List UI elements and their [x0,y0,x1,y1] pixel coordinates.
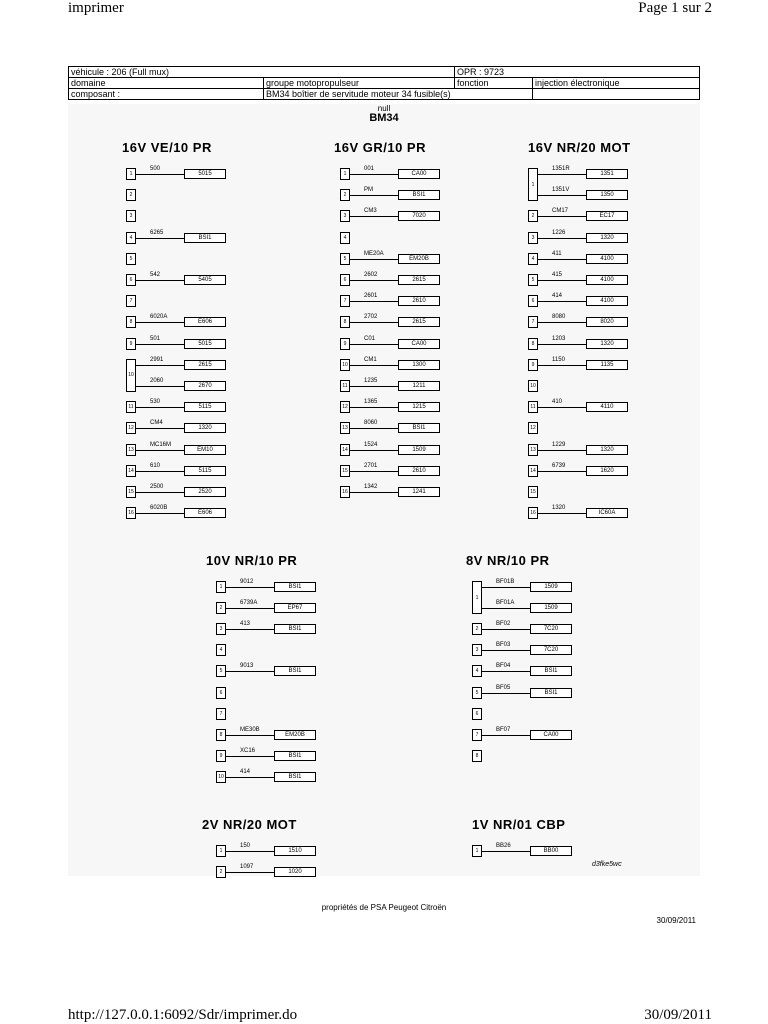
fuse-number: 4 [528,253,538,265]
wire-label: 410 [552,399,563,406]
info-composant-empty [533,89,700,100]
destination-connector: EM10 [184,445,226,455]
wire-line [136,407,184,408]
destination-connector: BSI1 [274,772,316,782]
info-fonction-value: injection électronique [533,78,700,89]
fuse-number: 13 [340,422,350,434]
wire-line [538,471,586,472]
wire-line [226,872,274,873]
page-indicator: Page 1 sur 2 [638,0,712,16]
wire-line [226,587,274,588]
wire-label: 9012 [240,579,254,585]
fuse-number: 6 [216,687,226,699]
wire-line [136,492,184,493]
destination-connector: 4110 [586,402,628,412]
fuse-number: 5 [126,253,136,265]
wire-label: 530 [150,399,161,406]
wire-label: 1351V [552,187,570,194]
fuse-number: 7 [126,295,136,307]
wire-line [482,587,530,588]
destination-connector: EM20B [398,254,440,264]
wire-label: ME30B [240,726,260,733]
wire-label: 001 [364,166,375,172]
destination-connector: BSI1 [274,624,316,634]
wire-label: 1203 [552,335,566,342]
info-composant-label: composant : [69,89,264,100]
wire-line [136,238,184,239]
wire-line [482,671,530,672]
fuse-block-title: 8V NR/10 PR [466,553,550,568]
destination-connector: 1211 [398,381,440,391]
wire-label: BF01B [496,579,515,585]
fuse-number: 6 [340,274,350,286]
fuse-number: 11 [528,401,538,413]
destination-connector: 5015 [184,169,226,179]
fuse-number: 1 [528,168,538,201]
wire-line [350,471,398,472]
wire-line [136,386,184,387]
wire-line [538,450,586,451]
wire-label: 415 [552,272,563,278]
destination-connector: 1300 [398,360,440,370]
destination-connector: 5115 [184,466,226,476]
wire-line [350,174,398,175]
destination-connector: 1509 [530,582,572,592]
info-composant-value: BM34 boîtier de servitude moteur 34 fusible(s) [264,89,533,100]
wire-label: 150 [240,843,251,849]
fuse-number: 15 [340,465,350,477]
fuse-block-title: 16V GR/10 PR [334,140,426,155]
wire-label: 542 [150,272,161,278]
fuse-number: 5 [528,274,538,286]
fuse-number: 4 [472,665,482,677]
destination-connector: 5115 [184,402,226,412]
info-fonction-label: fonction [455,78,533,89]
info-row-vehicule [69,67,700,78]
info-domaine-label: domaine [69,78,264,89]
fuse-number: 15 [126,486,136,498]
wire-line [350,365,398,366]
fuse-number: 1 [472,581,482,614]
fuse-number: 15 [528,486,538,498]
wire-line [538,301,586,302]
wire-line [350,195,398,196]
wire-label: 6739 [552,462,566,469]
wire-line [226,851,274,852]
wire-label: 1342 [364,484,378,490]
destination-connector: 1510 [274,846,316,856]
diagram-title: BM34 [369,112,399,124]
info-opr: OPR : 9723 [455,67,700,78]
destination-connector: BSI1 [398,190,440,200]
wire-line [226,756,274,757]
fuse-number: 3 [216,623,226,635]
fuse-number: 13 [528,444,538,456]
wire-label: 1320 [552,505,566,512]
fuse-number: 9 [340,338,350,350]
fuse-number: 6 [472,708,482,720]
fuse-number: 10 [126,359,136,392]
fuse-number: 2 [216,866,226,878]
fuse-block-title: 16V VE/10 PR [122,140,212,155]
destination-connector: 2610 [398,296,440,306]
fuse-number: 1 [216,845,226,857]
destination-connector: 7C20 [530,645,572,655]
wire-label: 1150 [552,356,565,363]
fuse-number: 8 [126,316,136,328]
wire-line [136,322,184,323]
wire-line [350,386,398,387]
destination-connector: 8020 [586,317,628,327]
fuse-number: 4 [126,232,136,244]
destination-connector: 7C20 [530,624,572,634]
destination-connector: 1135 [586,360,628,370]
fuse-number: 8 [472,750,482,762]
wire-label: 1226 [552,229,566,236]
info-domaine-value: groupe motopropulseur [264,78,455,89]
fuse-number: 3 [528,232,538,244]
fuse-number: 2 [340,189,350,201]
info-row-composant [69,89,700,100]
wire-label: 2702 [364,314,378,321]
fuse-number: 1 [126,168,136,180]
wire-line [538,174,586,175]
wire-line [538,513,586,514]
destination-connector: BSI1 [274,582,316,592]
destination-connector: 1351 [586,169,628,179]
fuse-number: 7 [528,316,538,328]
destination-connector: E606 [184,508,226,518]
destination-connector: 1320 [586,445,628,455]
fuse-number: 2 [216,602,226,614]
wire-line [482,851,530,852]
wire-label: 2602 [364,272,378,278]
fuse-number: 14 [340,444,350,456]
fuse-number: 3 [340,210,350,222]
fuse-number: 16 [528,507,538,519]
wire-label: MC16M [150,441,172,448]
destination-connector: 2610 [398,466,440,476]
destination-connector: 4100 [586,296,628,306]
wire-line [538,344,586,345]
fuse-number: 8 [528,338,538,350]
fuse-number: 4 [340,232,350,244]
diagram-null-label: null [377,104,391,113]
destination-connector: 1215 [398,402,440,412]
wire-label: 2991 [150,356,164,363]
wire-label: 2500 [150,484,164,490]
wire-label: BF07 [496,726,511,733]
destination-connector: BSI1 [274,666,316,676]
wire-line [136,280,184,281]
wire-line [136,174,184,175]
wire-label: 1229 [552,441,566,448]
wire-label: 2601 [364,293,378,300]
wire-line [350,344,398,345]
wire-line [538,280,586,281]
diagram-code: d3fke5wc [592,861,622,868]
fuse-number: 7 [472,729,482,741]
fuse-number: 5 [216,665,226,677]
fuse-number: 6 [528,295,538,307]
destination-connector: EC17 [586,211,628,221]
wire-line [226,777,274,778]
fuse-number: 10 [216,771,226,783]
wire-label: BB26 [496,843,511,849]
wire-label: 413 [240,621,251,628]
wire-line [538,365,586,366]
wire-line [482,650,530,651]
fuse-number: 10 [340,359,350,371]
wire-label: 8060 [364,420,378,427]
destination-connector: EP67 [274,603,316,613]
info-row-domaine [69,78,700,89]
wire-label: 2060 [150,378,164,384]
wire-label: CM3 [364,208,377,215]
wire-line [538,322,586,323]
fuse-number: 12 [340,401,350,413]
fuse-number: 11 [340,380,350,392]
fuse-number: 9 [216,750,226,762]
wire-line [136,344,184,345]
wire-line [482,735,530,736]
destination-connector: BSI1 [184,233,226,243]
fuse-number: 4 [216,644,226,656]
fuse-number: 1 [472,845,482,857]
wire-line [350,322,398,323]
wire-label: 610 [150,462,161,469]
fuse-number: 5 [472,687,482,699]
destination-connector: 1509 [530,603,572,613]
wire-label: 9013 [240,663,254,670]
fuse-number: 2 [472,623,482,635]
wire-line [136,471,184,472]
fuse-number: 16 [340,486,350,498]
fuse-block-title: 2V NR/20 MOT [202,817,297,832]
destination-connector: 1320 [586,339,628,349]
destination-connector: E606 [184,317,226,327]
fuse-number: 14 [528,465,538,477]
document-info-table [68,66,700,100]
fuse-number: 7 [216,708,226,720]
ownership-date: 30/09/2011 [656,916,696,925]
fuse-number: 12 [528,422,538,434]
fuse-block-title: 10V NR/10 PR [206,553,298,568]
wire-line [350,407,398,408]
destination-connector: 2615 [398,275,440,285]
destination-connector: 5015 [184,339,226,349]
destination-connector: BSI1 [530,666,572,676]
wire-label: BF05 [496,684,511,691]
fuse-number: 3 [472,644,482,656]
destination-connector: 5405 [184,275,226,285]
fuse-number: 1 [216,581,226,593]
ownership-note: propriétés de PSA Peugeot Citroën [321,903,447,912]
fuse-block-title: 1V NR/01 CBP [472,817,566,832]
wire-line [482,629,530,630]
wire-label: 6020A [150,314,168,321]
wire-label: 501 [150,335,161,342]
fuse-number: 2 [126,189,136,201]
wire-line [350,301,398,302]
fuse-number: 3 [126,210,136,222]
destination-connector: 1320 [586,233,628,243]
wire-line [136,450,184,451]
fuse-number: 11 [126,401,136,413]
destination-connector: BSI1 [274,751,316,761]
wire-label: PM [364,187,373,194]
fuse-number: 7 [340,295,350,307]
wire-line [482,693,530,694]
wire-line [226,735,274,736]
destination-connector: 1620 [586,466,628,476]
destination-connector: CA00 [530,730,572,740]
wire-label: 6020B [150,505,168,512]
wire-label: 6739A [240,600,258,607]
wire-line [538,216,586,217]
wire-line [350,492,398,493]
wire-label: 8080 [552,314,566,321]
wire-label: 1524 [364,441,378,448]
destination-connector: 2520 [184,487,226,497]
wire-label: CM4 [150,420,163,427]
wire-label: XC16 [240,747,256,754]
wire-label: C01 [364,335,376,342]
wire-label: BF01A [496,600,515,607]
fuse-block-title: 16V NR/20 MOT [528,140,631,155]
wire-label: 411 [552,250,562,257]
wire-line [350,259,398,260]
wire-line [226,629,274,630]
destination-connector: CA00 [398,339,440,349]
wire-label: 414 [552,293,563,300]
destination-connector: BB00 [530,846,572,856]
destination-connector: 1509 [398,445,440,455]
destination-connector: 1350 [586,190,628,200]
destination-connector: 1020 [274,867,316,877]
wire-line [226,671,274,672]
wire-label: 1365 [364,399,378,406]
destination-connector: IC60A [586,508,628,518]
wire-label: BF04 [496,663,511,670]
fuse-number: 16 [126,507,136,519]
destination-connector: 7020 [398,211,440,221]
destination-connector: 2670 [184,381,226,391]
destination-connector: 2615 [184,360,226,370]
wire-line [538,407,586,408]
fuse-number: 6 [126,274,136,286]
wire-label: 500 [150,166,161,172]
print-header-title: imprimer [68,0,124,16]
wire-label: BF03 [496,642,511,649]
destination-connector: EM20B [274,730,316,740]
destination-connector: 4100 [586,275,628,285]
wire-label: CM17 [552,208,569,215]
fuse-number: 13 [126,444,136,456]
fuse-number: 8 [340,316,350,328]
destination-connector: 1320 [184,423,226,433]
wire-line [538,238,586,239]
destination-connector: 4100 [586,254,628,264]
fuse-number: 5 [340,253,350,265]
wire-line [350,428,398,429]
info-vehicule: véhicule : 206 (Full mux) [69,67,455,78]
wire-line [226,608,274,609]
wire-label: ME20A [364,250,384,257]
destination-connector: BSI1 [530,688,572,698]
fuse-number: 9 [528,359,538,371]
wire-line [482,608,530,609]
fuse-number: 12 [126,422,136,434]
print-url: http://127.0.0.1:6092/Sdr/imprimer.do [68,1007,298,1023]
wire-label: BF02 [496,621,511,628]
fuse-number: 1 [340,168,350,180]
destination-connector: 2615 [398,317,440,327]
wire-label: 414 [240,768,251,775]
wire-label: 1351R [552,166,570,172]
fuse-number: 2 [528,210,538,222]
destination-connector: 1241 [398,487,440,497]
wire-label: 1097 [240,864,254,871]
fuse-number: 9 [126,338,136,350]
wire-line [538,195,586,196]
print-date: 30/09/2011 [644,1007,712,1023]
wire-label: 2701 [364,462,378,469]
fuse-number: 8 [216,729,226,741]
wire-line [136,365,184,366]
wire-line [136,428,184,429]
wire-label: 1235 [364,378,378,384]
wire-line [350,216,398,217]
destination-connector: BSI1 [398,423,440,433]
wire-line [136,513,184,514]
fuse-number: 14 [126,465,136,477]
wire-label: CM1 [364,356,377,363]
wire-line [538,259,586,260]
destination-connector: CA00 [398,169,440,179]
wire-line [350,280,398,281]
wire-line [350,450,398,451]
fuse-number: 10 [528,380,538,392]
wire-label: 6265 [150,229,164,236]
